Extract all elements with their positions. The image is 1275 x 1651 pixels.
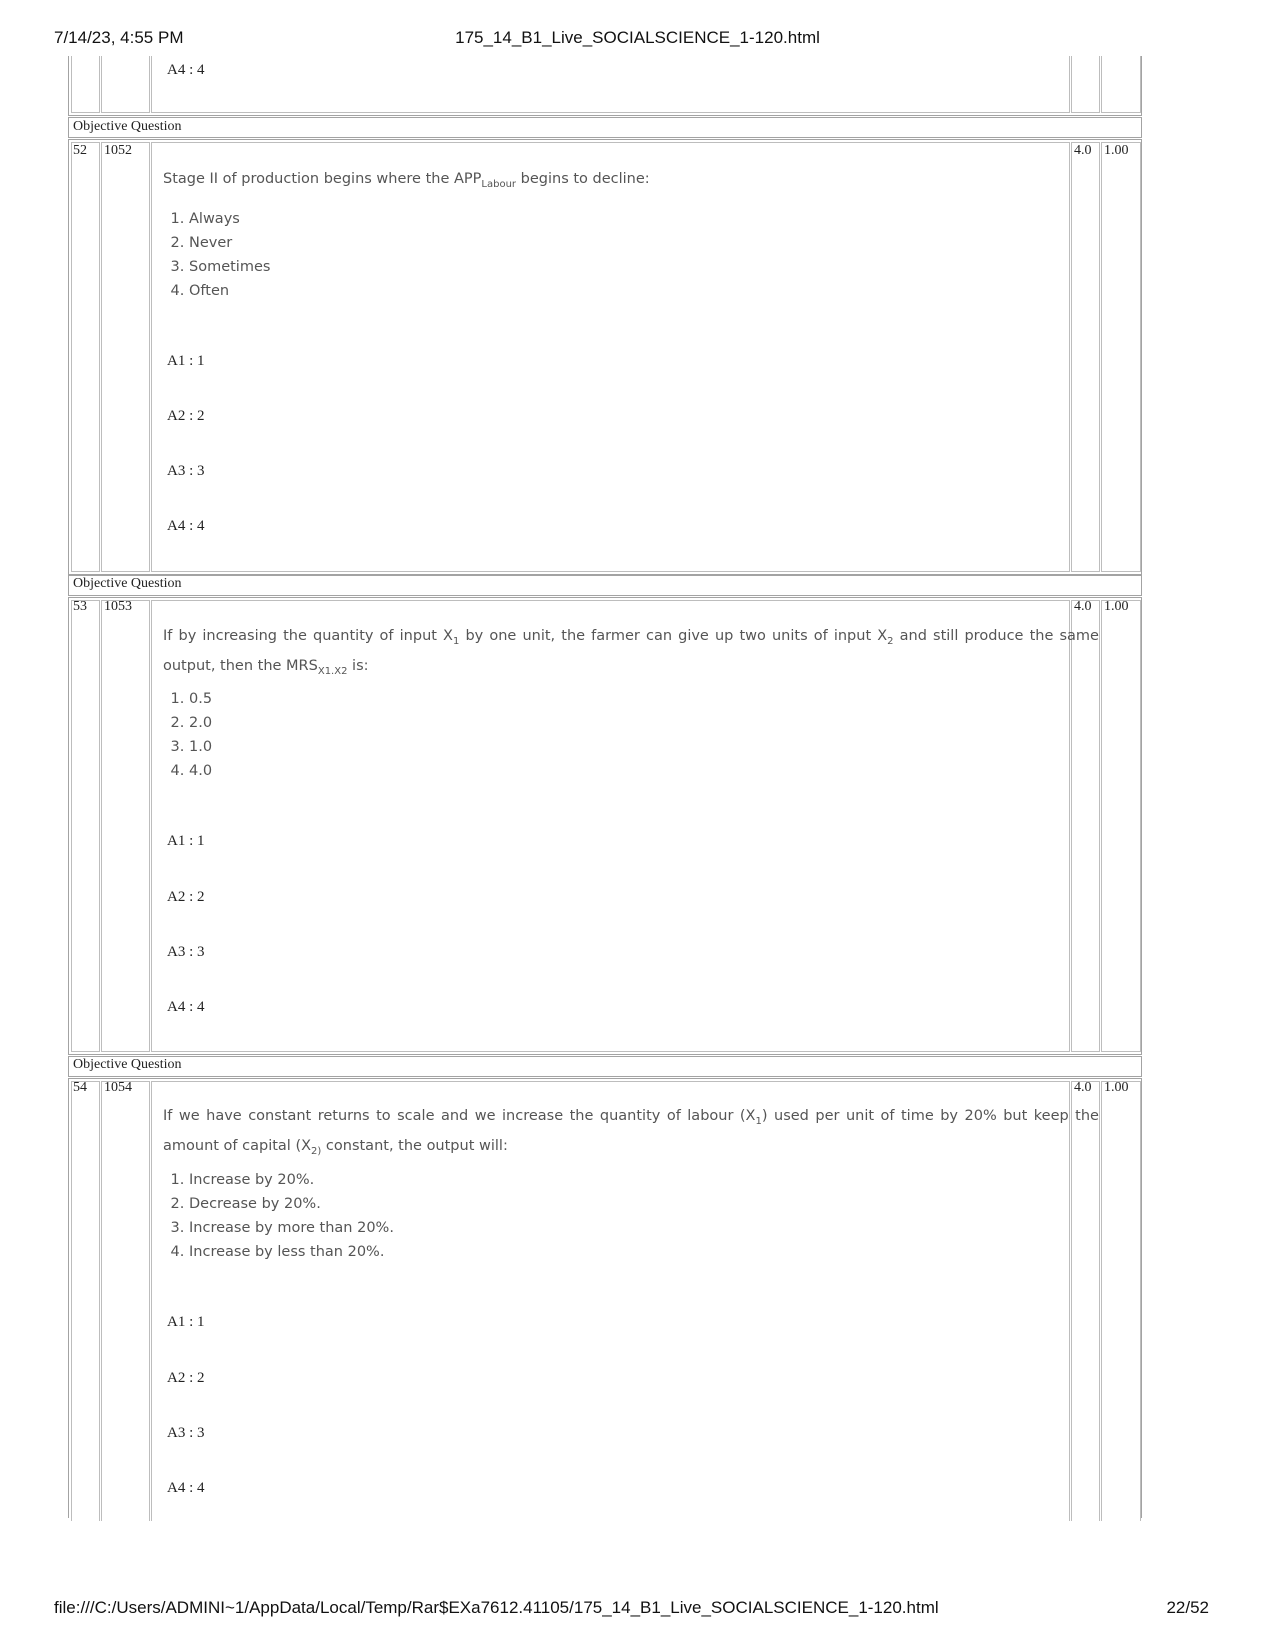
question-id: 1052 xyxy=(104,143,132,158)
carryover-qid-cell xyxy=(101,56,150,113)
carryover-answer: A4 : 4 xyxy=(167,62,205,78)
negative-marks-cell xyxy=(1101,142,1141,572)
answer-key: A4 : 4 xyxy=(167,518,205,534)
option-item: 4. 4.0 xyxy=(189,759,212,783)
qid-cell xyxy=(101,1081,150,1521)
carryover-marks-cell xyxy=(1071,56,1100,113)
answer-key: A2 : 2 xyxy=(167,408,205,424)
sno-cell xyxy=(71,600,100,1052)
question-id: 1053 xyxy=(104,599,132,614)
sno-cell xyxy=(71,142,100,572)
answer-key: A2 : 2 xyxy=(167,889,205,905)
answer-key: A4 : 4 xyxy=(167,1480,205,1496)
question-marks: 4.0 xyxy=(1074,143,1092,158)
negative-marks-cell xyxy=(1101,1081,1141,1521)
question-negative-marks: 1.00 xyxy=(1104,1080,1129,1095)
qid-cell xyxy=(101,600,150,1052)
option-item: 2. 2.0 xyxy=(189,711,212,735)
page-number: 22/52 xyxy=(1166,1598,1209,1617)
marks-cell xyxy=(1071,142,1100,572)
objective-label-row xyxy=(68,575,1142,596)
question-negative-marks: 1.00 xyxy=(1104,143,1129,158)
objective-question-label: Objective Question xyxy=(73,576,182,591)
option-item: 1. 0.5 xyxy=(189,687,212,711)
answer-key: A3 : 3 xyxy=(167,463,205,479)
question-row xyxy=(68,139,1142,575)
option-item: 4. Increase by less than 20%. xyxy=(189,1240,394,1264)
answer-key: A4 : 4 xyxy=(167,999,205,1015)
option-list xyxy=(163,687,212,783)
objective-label-row xyxy=(68,117,1142,138)
question-content-cell xyxy=(151,142,1070,572)
negative-marks-cell xyxy=(1101,600,1141,1052)
answer-key: A1 : 1 xyxy=(167,353,205,369)
option-item: 2. Never xyxy=(189,231,270,255)
carryover-content-cell xyxy=(151,56,1070,113)
question-marks: 4.0 xyxy=(1074,1080,1092,1095)
question-id: 1054 xyxy=(104,1080,132,1095)
objective-question-label: Objective Question xyxy=(73,119,182,134)
question-negative-marks: 1.00 xyxy=(1104,599,1129,614)
question-stem: Stage II of production begins where the $APP_{Labour}$ begins to decline: xyxy=(163,171,650,190)
print-title: 175_14_B1_Live_SOCIALSCIENCE_1-120.html xyxy=(455,28,820,47)
option-list xyxy=(163,1168,394,1264)
carryover-row xyxy=(68,56,1142,116)
answer-key: A1 : 1 xyxy=(167,833,205,849)
option-item: 3. 1.0 xyxy=(189,735,212,759)
question-serial-number: 52 xyxy=(73,143,87,158)
option-item: 1. Increase by 20%. xyxy=(189,1168,394,1192)
answer-key: A1 : 1 xyxy=(167,1314,205,1330)
objective-label-row xyxy=(68,1056,1142,1077)
answer-key: A3 : 3 xyxy=(167,944,205,960)
question-serial-number: 53 xyxy=(73,599,87,614)
qid-cell xyxy=(101,142,150,572)
option-item: 3. Sometimes xyxy=(189,255,270,279)
sno-cell xyxy=(71,1081,100,1521)
option-item: 1. Always xyxy=(189,207,270,231)
file-path: file:///C:/Users/ADMINI~1/AppData/Local/Temp/Rar$EXa7612.41105/175_14_B1_Live_SOCIALSCIENCE_1-120.html xyxy=(54,1598,939,1617)
question-stem: If we have constant returns to scale and we increase the quantity of labour $(X_1)$ used per unit of time by 20% but keep the amount of capital ($X_{2)}$ constant, the output will: xyxy=(163,1108,1099,1157)
question-serial-number: 54 xyxy=(73,1080,87,1095)
carryover-neg-cell xyxy=(1101,56,1141,113)
option-item: 2. Decrease by 20%. xyxy=(189,1192,394,1216)
answer-key: A2 : 2 xyxy=(167,1370,205,1386)
option-list xyxy=(163,207,270,303)
answer-key: A3 : 3 xyxy=(167,1425,205,1441)
carryover-sno-cell xyxy=(71,56,100,113)
option-item: 4. Often xyxy=(189,279,270,303)
objective-question-label: Objective Question xyxy=(73,1057,182,1072)
print-datetime: 7/14/23, 4:55 PM xyxy=(54,28,184,47)
question-marks: 4.0 xyxy=(1074,599,1092,614)
question-stem: If by increasing the quantity of input $X_1$ by one unit, the farmer can give up two units of input $X_2$ and still produce the same output, then the $MRS_{X1.X2}$ is: xyxy=(163,628,1099,677)
option-item: 3. Increase by more than 20%. xyxy=(189,1216,394,1240)
